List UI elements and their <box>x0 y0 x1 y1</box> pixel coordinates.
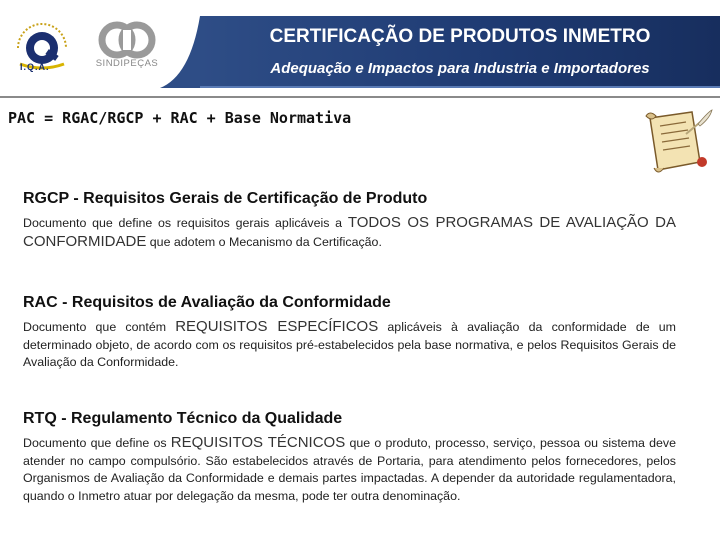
section-body-post: aplicáveis à avaliação da conformidade de um determinado objeto, de acordo com os requisitos pré-estabelecidos pela base normativa, e pelos Requisitos Gerais de Avaliação da Conformidade. <box>23 320 677 369</box>
formula-text: PAC = RGAC/RGCP + RAC + Base Normativa <box>8 109 352 127</box>
header-divider <box>0 96 720 98</box>
section-body-post: que o produto, processo, serviço, pessoa ou sistema deve atender no campo compulsório. São estabelecidos através de Portaria, para atendimento pelos fornecedores, pelos Organismos de Avaliação da Conformidade e demais partes impactadas. A depender da autoridade regulamentadora, quando o Inmetro atuar por delegação da mesma, pode ter outra denominação. <box>23 436 677 503</box>
banner-divider <box>200 86 720 88</box>
sindipecas-logo-icon <box>92 18 162 80</box>
section-heading: RAC - Requisitos de Avaliação da Conformidade <box>23 294 391 311</box>
section-highlight: REQUISITOS ESPECÍFICOS <box>175 318 379 335</box>
page-title: CERTIFICAÇÃO DE PRODUTOS INMETRO <box>269 26 651 47</box>
section-body-pre: Documento que contém <box>23 320 176 334</box>
title-banner <box>200 16 720 88</box>
section-rac <box>23 294 676 372</box>
section-highlight: TODOS OS PROGRAMAS DE AVALIAÇÃO DA CONFORMIDADE <box>23 214 676 250</box>
page-subtitle: Adequação e Impactos para Industria e Importadores <box>270 60 650 77</box>
section-body <box>23 214 676 251</box>
iqa-logo-text: I.Q.A. <box>20 62 50 72</box>
sindipecas-logo-text: SINDIPEÇAS <box>95 58 159 69</box>
section-body <box>23 434 676 505</box>
section-body-pre: Documento que define os <box>23 436 171 450</box>
section-body-post: que adotem o Mecanismo da Certificação. <box>146 234 382 249</box>
section-heading: RTQ - Regulamento Técnico da Qualidade <box>23 410 343 427</box>
section-heading: RGCP - Requisitos Gerais de Certificação de Produto <box>23 190 428 207</box>
section-rtq <box>23 410 676 505</box>
section-highlight: REQUISITOS TÉCNICOS <box>170 434 346 451</box>
scroll-quill-icon <box>640 104 714 178</box>
section-rgcp <box>23 190 676 251</box>
section-body <box>23 318 676 372</box>
section-body-pre: Documento que define os requisitos gerais aplicáveis a <box>23 216 348 230</box>
header <box>0 0 720 88</box>
